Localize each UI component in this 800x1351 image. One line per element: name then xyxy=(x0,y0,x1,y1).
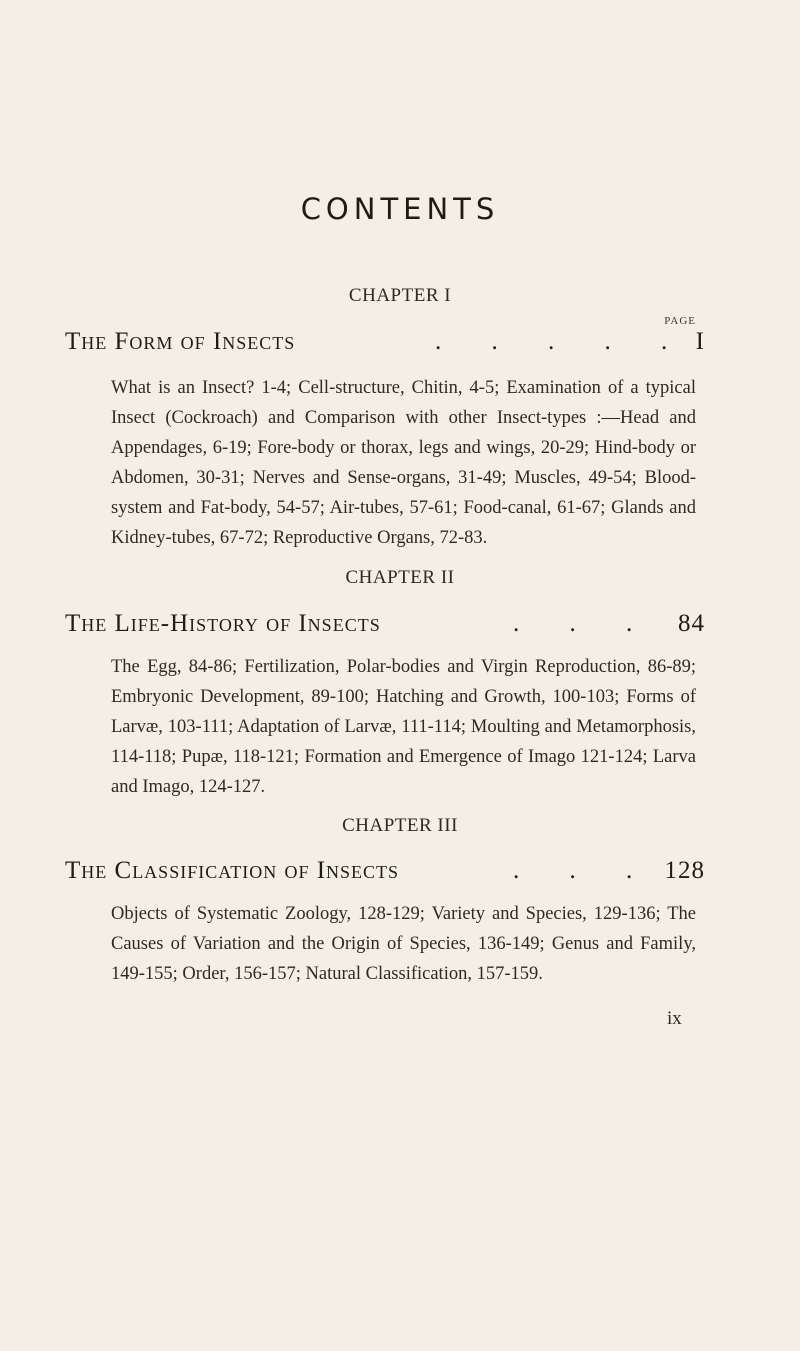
chapter-2-page-number: 84 xyxy=(678,610,705,637)
page-folio: ix xyxy=(667,1008,682,1029)
chapter-3-page-number: 128 xyxy=(664,857,705,884)
chapter-3-heading: CHAPTER III xyxy=(342,815,458,836)
chapter-3-leader-dots: . . . xyxy=(513,857,655,884)
chapter-1-summary: What is an Insect? 1-4; Cell-structure, Chitin, 4-5; Examination of a typical Insect (Cockroach) and Comparison with other Insect-types :—Head and Appendages, 6-19; Fore-body or thorax, legs and wings, 20-29; Hind-body or Abdomen, 30-31; Nerves and Sense-organs, 31-49; Muscles, 49-54; Blood-system and Fat-body, 54-57; Air-tubes, 57-61; Food-canal, 61-67; Glands and Kidney-tubes, 67-72; Reproductive Organs, 72-83. xyxy=(111,378,696,548)
chapter-1-title: The Form of Insects xyxy=(65,328,296,355)
chapter-2-summary: The Egg, 84-86; Fertilization, Polar-bodies and Virgin Reproduction, 86-89; Embryonic Development, 89-100; Hatching and Growth, 100-103; Forms of Larvæ, 103-111; Adaptation of Larvæ, 111-114; Moulting and Metamorphosis, 114-118; Pupæ, 118-121; Formation and Emergence of Imago 121-124; Larva and Imago, 124-127. xyxy=(111,657,696,797)
page-column-label: PAGE xyxy=(664,315,696,327)
contents-title: CONTENTS xyxy=(300,192,500,226)
chapter-2-title-line xyxy=(65,610,705,642)
chapter-1-page-number: I xyxy=(695,328,705,355)
chapter-3-title: The Classification of Insects xyxy=(65,857,400,884)
chapter-2-leader-dots: . . . xyxy=(513,610,655,637)
chapter-2-title: The Life-History of Insects xyxy=(65,610,381,637)
chapter-3-title-line xyxy=(65,857,705,889)
chapter-1-heading: CHAPTER I xyxy=(348,285,452,306)
chapter-2-heading: CHAPTER II xyxy=(345,567,455,588)
chapter-1-leader-dots: . . . . . xyxy=(435,328,690,355)
chapter-3-summary: Objects of Systematic Zoology, 128-129; Variety and Species, 129-136; The Causes of Variation and the Origin of Species, 136-149; Genus and Family, 149-155; Order, 156-157; Natural Classification, 157-159. xyxy=(111,904,696,984)
chapter-1-title-line xyxy=(65,328,705,360)
